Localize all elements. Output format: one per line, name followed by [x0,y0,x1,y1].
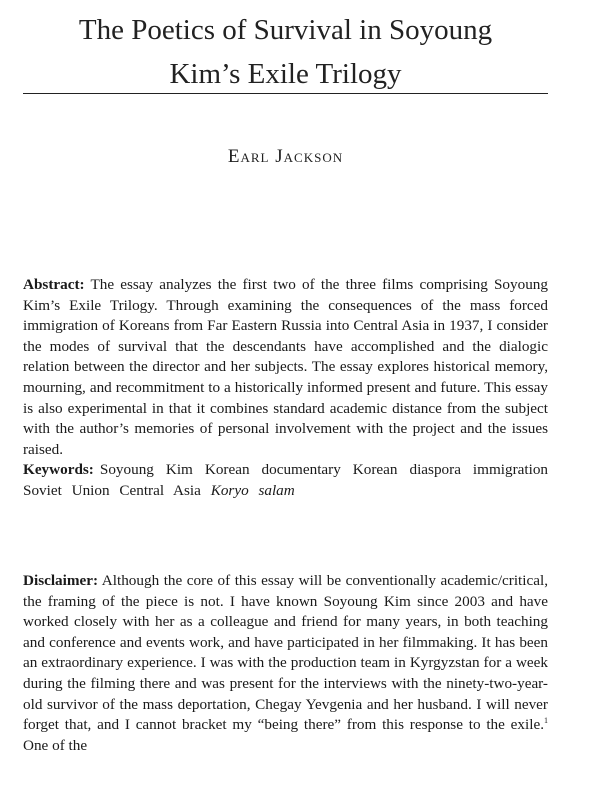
keywords-italic-term: Koryo salam [210,481,295,499]
disclaimer-paragraph [23,571,548,756]
keywords-label: Keywords: [23,461,94,478]
disclaimer-text: Although the core of this essay will be conventionally academic/critical, the framing of the piece is not. I have known Soyoung Kim since 2003 and have worked closely with her as a colleague and friend for many years, in both teaching and conference and events work, and have participated in her filmmaking. It has been an extraordinary experience. I was with the production team in Kyrgyzstan for a week during the filming there and was present for the interviews with the ninety-two-year-old survivor of the mass deportation, Chegay Yevgenia and her husband. I will never forget that, and I cannot bracket my “being there” from this response to the exile. [23,572,548,734]
paper-title [0,8,571,96]
abstract-text: The essay analyzes the first two of the three films comprising Soyoung Kim’s Exile Trilogy. Through examining the consequences of the mass forced immigration of Koreans from Far Eastern Russia into Central Asia in 1937, I consider the modes of survival that the descendants have accomplished and the dialogic relation between the director and her subjects. The essay explores historical memory, mourning, and recommitment to a historically informed present and future. This essay is also experimental in that it combines standard academic distance from the subject with the author’s memories of personal involvement with the project and the issues raised. [23,276,548,458]
disclaimer-text-continued: One of the [23,736,88,754]
title-line-1: The Poetics of Survival in Soyoung [78,14,493,46]
footnote-marker[interactable]: 1 [544,716,548,726]
disclaimer-label: Disclaimer: [23,572,99,589]
abstract-label: Abstract: [23,276,85,293]
abstract-paragraph [23,275,548,460]
author-name: Earl Jackson [227,146,344,167]
keywords-text: Soyoung Kim Korean documentary Korean diaspora immigration Soviet Union Central Asia [23,461,549,499]
keywords-paragraph [23,460,548,501]
title-divider [23,93,548,94]
title-line-2: Kim’s Exile Trilogy [169,58,402,90]
